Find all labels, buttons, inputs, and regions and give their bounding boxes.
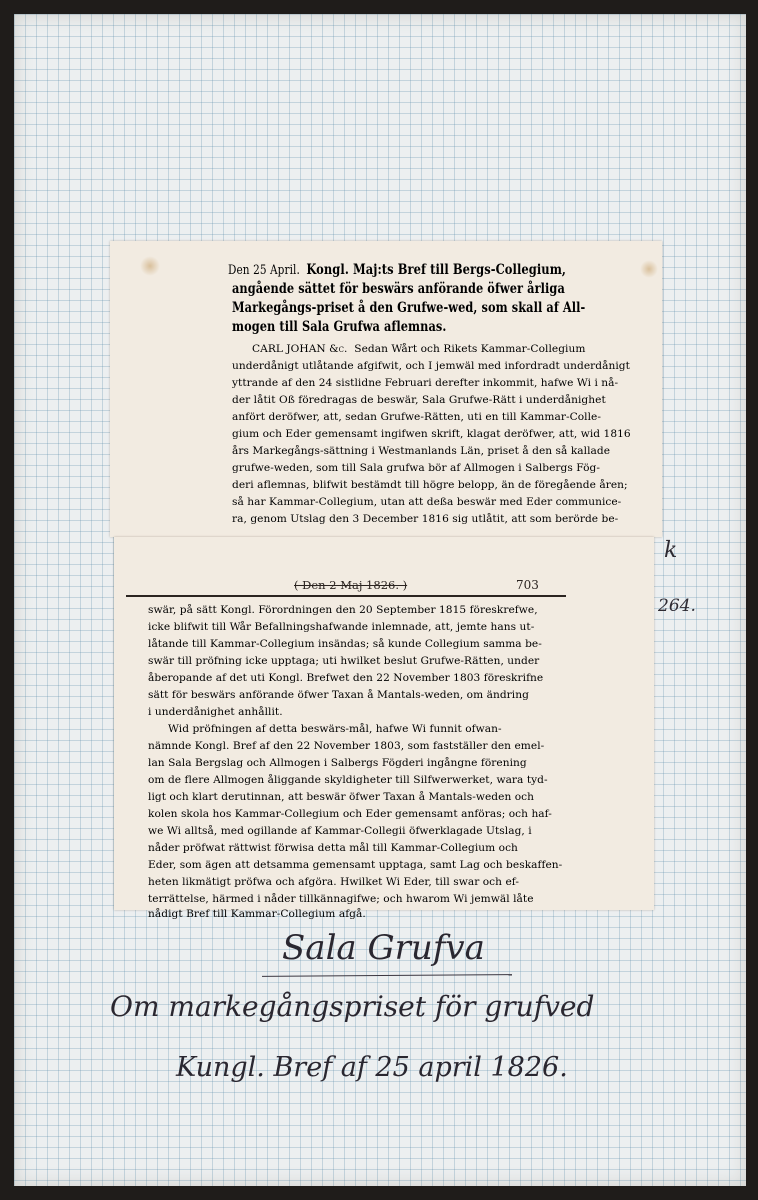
clipping-body-line: så har Kammar-Collegium, utan att deßa beswär med Eder communice- xyxy=(232,496,622,508)
clipping-body-line: heten likmätigt pröfwa och afgöra. Hwilket Wi Eder, till swar och ef- xyxy=(148,876,519,888)
clipping-body-line: terrättelse, härmed i nåder tillkännagifwe; och hwarom Wi jemwäl låte xyxy=(148,893,534,905)
clipping-body-line: nåder pröfwat rättwist förwisa detta mål till Kammar-Collegium och xyxy=(148,842,518,854)
clipping-body-line: underdånigt utlåtande afgifwit, och I jemwäl med infordradt underdånigt xyxy=(232,360,630,372)
clipping-body-line: icke blifwit till Wår Befallningshafwande inlemnade, att, jemte hans ut- xyxy=(148,621,535,633)
clipping-body-line: nådigt Bref till Kammar-Collegium afgå. xyxy=(148,908,366,920)
margin-mark: 264. xyxy=(658,596,696,616)
clipping-body-line: ligt och klart derutinnan, att beswär öfwer Taxan å Mantals-weden och xyxy=(148,791,535,803)
clipping-body-line: der låtit Oß föredragas de beswär, Sala Grufwe-Rätt i underdånighet xyxy=(232,394,606,406)
clipping-body-line: Eder, som ägen att detsamma gemensamt upptaga, samt Lag och beskaffen- xyxy=(148,859,563,871)
clipping-body-line: we Wi alltså, med ogillande af Kammar-Collegii öfwerklagade Utslag, i xyxy=(148,825,532,837)
clipping-body-line: gium och Eder gemensamt ingifwen skrift, klagat deröfwer, att, wid 1816 xyxy=(232,428,631,440)
clipping-body-line: yttrande af den 24 sistlidne Februari derefter inkommit, hafwe Wi i nå- xyxy=(232,377,619,389)
clipping-heading-line: Markegångs-priset å den Grufwe-wed, som skall af All- xyxy=(232,300,586,316)
clipping-body-line: grufwe-weden, som till Sala grufwa bör af Allmogen i Salbergs Fög- xyxy=(232,462,600,474)
clipping-body-line: Wid pröfningen af detta beswärs-mål, hafwe Wi funnit ofwan- xyxy=(168,723,502,735)
clipping-body-line: anfört deröfwer, att, sedan Grufwe-Rätten, uti en till Kammar-Colle- xyxy=(232,411,602,423)
page-number: 703 xyxy=(516,578,539,592)
clipping-lead: CARL JOHAN &c. xyxy=(252,343,348,355)
clipping-header-date: ( Den 2 Maj 1826. ) xyxy=(294,578,408,592)
clipping-body-line: i underdånighet anhållit. xyxy=(148,706,283,718)
clipping-body-line: kolen skola hos Kammar-Collegium och Eder gemensamt anföras; och haf- xyxy=(148,808,552,820)
clipping-heading-line: Den 25 April. Kongl. Maj:ts Bref till Bergs-Collegium, xyxy=(228,262,567,278)
clipping-body-line: om de flere Allmogen åliggande skyldigheter till Silfwerwerket, wara tyd- xyxy=(148,774,548,786)
clipping-body-line: lan Sala Bergslag och Allmogen i Salbergs Fögderi ingångne förening xyxy=(148,757,527,769)
clipping-body-line: sätt för beswärs anförande öfwer Taxan å Mantals-weden, om ändring xyxy=(148,689,529,701)
handwritten-title: Sala Grufva xyxy=(282,928,485,968)
clipping-body-line: ra, genom Utslag den 3 December 1816 sig utlåtit, att som berörde be- xyxy=(232,513,619,525)
clipping-heading-line: angående sättet för beswärs anförande öfwer årliga xyxy=(232,281,565,297)
clipping-body-line: års Markegångs-sättning i Westmanlands Län, priset å den så kallade xyxy=(232,445,611,457)
stain-spot xyxy=(140,256,160,276)
clipping-body-line: låtande till Kammar-Collegium insändas; så kunde Collegium samma be- xyxy=(148,638,542,650)
clipping-date: Den 25 April. xyxy=(228,263,300,278)
handwritten-line: Om markegångspriset för grufved xyxy=(110,990,595,1023)
clipping-body-line: åberopande af det uti Kongl. Brefwet den 22 November 1803 föreskrifne xyxy=(148,672,544,684)
clipping-body-line: swär till pröfning icke upptaga; uti hwilket beslut Grufwe-Rätten, under xyxy=(148,655,540,667)
clipping-body-line: CARL JOHAN &c. Sedan Wårt och Rikets Kammar-Collegium xyxy=(252,343,586,355)
header-rule xyxy=(126,595,566,597)
clipping-heading-line: mogen till Sala Grufwa aflemnas. xyxy=(232,319,447,335)
clipping-body-line: deri aflemnas, blifwit bestämdt till högre belopp, än de föregående åren; xyxy=(232,479,628,491)
clipping-body-line: swär, på sätt Kongl. Förordningen den 20 September 1815 föreskrefwe, xyxy=(148,604,538,616)
handwritten-line: Kungl. Bref af 25 april 1826. xyxy=(176,1052,568,1083)
clipping-body-line: nämnde Kongl. Bref af den 22 November 1803, som fastställer den emel- xyxy=(148,740,545,752)
margin-mark: k xyxy=(664,538,678,563)
